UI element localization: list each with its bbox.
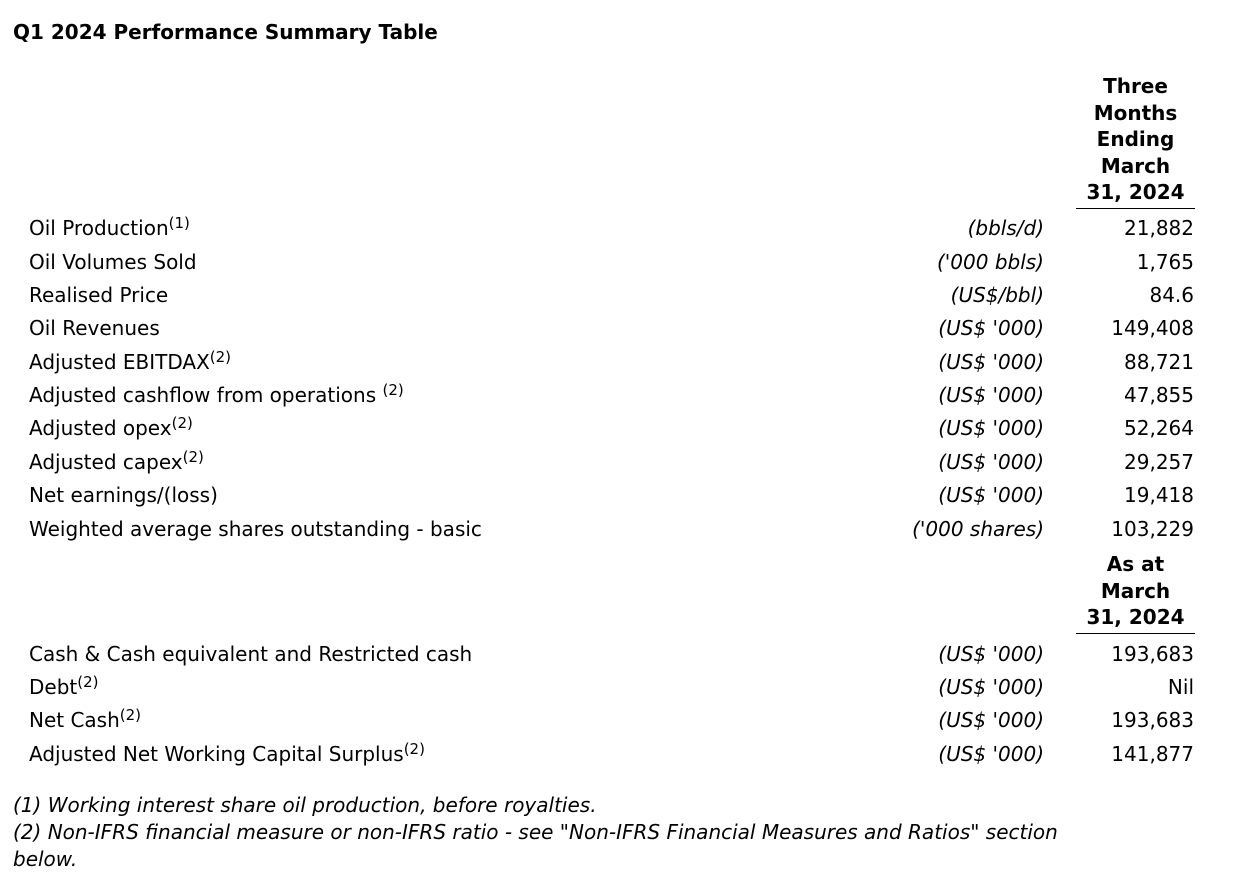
- row-unit: (US$ '000): [938, 642, 1044, 666]
- row-value: 29,257: [1124, 450, 1194, 474]
- table-row: [0, 704, 1250, 737]
- header-line: March: [1100, 153, 1171, 178]
- row-label: Oil Volumes Sold: [29, 250, 197, 274]
- row-value: 103,229: [1111, 517, 1194, 541]
- row-label: Net Cash$^{(2)}$: [29, 706, 142, 732]
- row-unit: (US$ '000): [938, 416, 1044, 440]
- row-unit: (US$/bbl): [950, 283, 1044, 307]
- row-unit: (US$ '000): [938, 383, 1044, 407]
- row-label: Adjusted cashflow from operations $^{(2)}$: [29, 381, 404, 407]
- table-row: [0, 446, 1250, 479]
- footnotes: [13, 792, 1213, 873]
- table-row: [0, 246, 1250, 279]
- header-line: As at: [1106, 552, 1165, 576]
- row-value: 47,855: [1124, 383, 1194, 407]
- table-row: [0, 479, 1250, 512]
- row-label: Realised Price: [29, 283, 169, 307]
- row-label: Debt$^{(2)}$: [29, 673, 99, 699]
- footnote: below.: [13, 847, 78, 871]
- row-value: 21,882: [1124, 216, 1194, 240]
- row-value: 88,721: [1124, 350, 1194, 374]
- table-row: [0, 671, 1250, 704]
- row-label: Oil Revenues: [29, 316, 160, 340]
- table-row: [0, 346, 1250, 379]
- table-row: [0, 379, 1250, 412]
- table-row: [0, 738, 1250, 771]
- header-line: Months: [1093, 100, 1178, 125]
- column-header-three-months: [1076, 73, 1195, 209]
- row-value: 149,408: [1111, 316, 1194, 340]
- row-value: Nil: [1167, 675, 1194, 699]
- header-line: Ending: [1096, 127, 1175, 151]
- table-row: [0, 513, 1250, 546]
- row-unit: (US$ '000): [938, 450, 1044, 474]
- row-unit: ('000 bbls): [936, 250, 1044, 274]
- row-value: 1,765: [1136, 250, 1194, 274]
- row-value: 141,877: [1111, 742, 1194, 766]
- footnote: (2) Non-IFRS financial measure or non-IFRS ratio - see "Non-IFRS Financial Measures and Ratios" section: [13, 820, 1058, 844]
- table-row: [0, 638, 1250, 671]
- row-unit: (bbls/d): [967, 216, 1044, 240]
- row-value: 52,264: [1124, 416, 1194, 440]
- row-label: Adjusted EBITDAX$^{(2)}$: [29, 348, 232, 374]
- table-row: [0, 212, 1250, 245]
- header-line: March: [1100, 578, 1171, 603]
- table-row: [0, 312, 1250, 345]
- header-line: Three: [1103, 74, 1168, 98]
- row-label: Adjusted opex$^{(2)}$: [29, 414, 193, 440]
- row-value: 19,418: [1124, 483, 1194, 507]
- header-line: 31, 2024: [1086, 605, 1185, 629]
- row-label: Adjusted Net Working Capital Surplus$^{(2)}$: [29, 740, 425, 766]
- table-row: [0, 279, 1250, 312]
- row-label: Weighted average shares outstanding - basic: [29, 517, 482, 541]
- row-label: Oil Production$^{(1)}$: [29, 214, 190, 240]
- row-unit: (US$ '000): [938, 483, 1044, 507]
- row-label: Cash & Cash equivalent and Restricted cash: [29, 642, 473, 666]
- table-row: [0, 412, 1250, 445]
- column-header-as-at: [1076, 551, 1195, 634]
- row-unit: (US$ '000): [938, 708, 1044, 732]
- row-unit: ('000 shares): [912, 517, 1044, 541]
- page-title: Q1 2024 Performance Summary Table: [13, 20, 438, 44]
- row-unit: (US$ '000): [938, 742, 1044, 766]
- row-value: 84.6: [1149, 283, 1194, 307]
- row-unit: (US$ '000): [938, 316, 1044, 340]
- row-value: 193,683: [1111, 642, 1194, 666]
- footnote: (1) Working interest share oil production, before royalties.: [13, 793, 597, 817]
- header-line: 31, 2024: [1086, 180, 1185, 204]
- row-unit: (US$ '000): [938, 350, 1044, 374]
- row-value: 193,683: [1111, 708, 1194, 732]
- row-label: Net earnings/(loss): [29, 483, 218, 507]
- row-label: Adjusted capex$^{(2)}$: [29, 448, 204, 474]
- row-unit: (US$ '000): [938, 675, 1044, 699]
